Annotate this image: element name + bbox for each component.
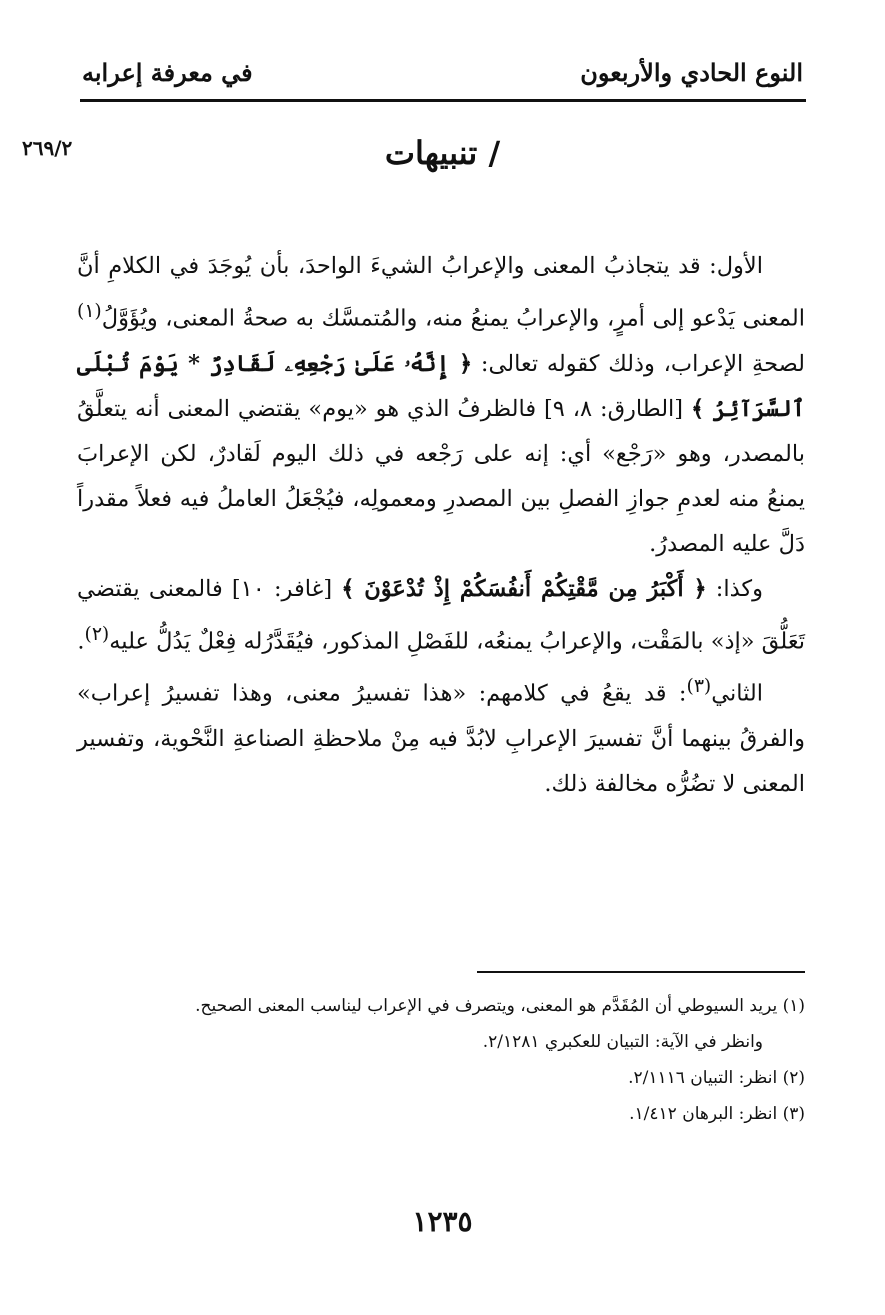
- paragraph-example: [77, 567, 805, 665]
- paragraph-text: [غافر: ١٠] فالمعنى يقتضي تَعَلُّقَ «إذ» بالمَقْت، والإعرابُ يمنعُه، للفَصْلِ المذكور، فيُقَدَّرُله فِعْلٌ يَدُلُّ عليه: [77, 575, 805, 654]
- paragraph-text: وكذا:: [706, 575, 764, 602]
- paragraph-text: الثاني: [711, 680, 763, 707]
- paragraph-second-note: [77, 664, 805, 807]
- footnote-1: (١) يريد السيوطي أن المُقَدَّم هو المعنى، ويتصرف في الإعراب ليناسب المعنى الصحيح.: [195, 996, 805, 1016]
- footnote-3: (٣) انظر: البرهان ١/٤١٢.: [629, 1104, 805, 1124]
- running-head-chapter: النوع الحادي والأربعون: [580, 58, 803, 87]
- margin-reference: ٢٦٩/٢: [22, 136, 73, 160]
- section-title: / تنبيهات: [384, 134, 501, 172]
- footnotes: [77, 988, 805, 1132]
- paragraph-text: لصحةِ الإعراب، وذلك كقوله تعالى:: [472, 350, 805, 377]
- footnote-marker: (٢): [84, 623, 110, 645]
- paragraph-text: : قد يقعُ في كلامهم: «هذا تفسيرُ معنى، وهذا تفسيرُ إعراب» والفرقُ بينهما أنَّ تفسيرَ الإعرابِ لابُدَّ فيه مِنْ ملاحظةِ الصناعةِ النَّحْوية، وتفسير المعنى لا تضُرُّه مخالفة ذلك.: [77, 680, 805, 797]
- footnote-marker: (٣): [686, 676, 712, 697]
- paragraph-first-note: [77, 244, 805, 567]
- footnote-2: (٢) انظر: التبيان ٢/١١١٦.: [628, 1068, 805, 1088]
- paragraph-text: الأول: قد يتجاذبُ المعنى والإعرابُ الشيءَ الواحدَ، بأن يُوجَدَ في الكلامِ أنَّ المعنى يَدْعو إلى أمرٍ، والإعرابُ يمنعُ منه، والمُتمسَّك به صحةُ المعنى، ويُؤَوَّلُ: [77, 253, 805, 332]
- paragraph-text: .: [77, 628, 85, 654]
- page-number: ١٢٣٥: [412, 1205, 473, 1238]
- footnote-1-continued: وانظر في الآية: التبيان للعكبري ٢/١٢٨١.: [482, 1032, 763, 1052]
- footnote-rule: [477, 971, 805, 973]
- paragraph-text: [الطارق: ٨، ٩] فالظرفُ الذي هو «يوم» يقتضي المعنى أنه يتعلَّقُ بالمصدر، وهو «رَجْع» أي: إنه على رَجْعه في ذلك اليوم لَقادرٌ، لكن الإعرابَ يمنعُ منه لعدمِ جوازِ الفصلِ بين المصدرِ ومعمولِه، فيُجْعَلُ العاملُ فيه فعلاً مقدراً دَلَّ عليه المصدرُ.: [77, 395, 805, 557]
- footnote-marker: (١): [77, 301, 102, 322]
- running-head-topic: في معرفة إعرابه: [82, 58, 253, 87]
- header-rule: [80, 99, 806, 102]
- quran-verse: ﴿ أَكْبَرُ مِن مَّقْتِكُمْ أَنفُسَكُمْ إِذْ تُدْعَوْنَ ﴾: [341, 575, 707, 602]
- body-text: [77, 244, 805, 807]
- quran-verse: ﴿ إِنَّهُۥ عَلَىٰ رَجْعِهِۦ لَقَادِرٌ * يَوْمَ تُبْلَى ٱلسَّرَآئِرُ ﴾: [77, 350, 806, 422]
